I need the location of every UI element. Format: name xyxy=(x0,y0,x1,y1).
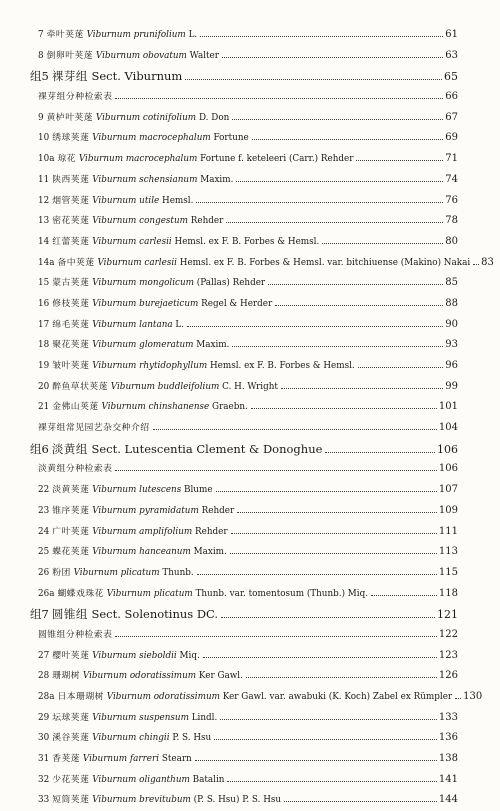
toc-entry-text xyxy=(38,749,192,770)
dot-leader xyxy=(214,739,437,740)
chinese-name: 淡黄荚蒾 xyxy=(52,485,90,496)
toc-entry-text xyxy=(38,790,281,811)
dot-leader xyxy=(185,79,442,80)
entry-number: 23 xyxy=(38,505,50,516)
dot-leader xyxy=(281,388,443,389)
toc-entry[interactable] xyxy=(30,273,458,294)
entry-number: 26 xyxy=(38,567,50,578)
authority: Stearn xyxy=(161,754,192,765)
page-number: 118 xyxy=(438,587,458,599)
scientific-name: Viburnum amplifolium xyxy=(92,526,193,537)
toc-entry-text xyxy=(38,666,243,687)
dot-leader xyxy=(252,139,444,140)
chinese-name: 烟管荚蒾 xyxy=(52,195,90,206)
toc-entry[interactable] xyxy=(30,232,458,253)
toc-entry-text xyxy=(38,584,368,605)
scientific-name: Viburnum chingii xyxy=(92,733,170,744)
toc-entry[interactable] xyxy=(30,687,483,708)
toc-entry-text xyxy=(38,563,194,584)
dot-leader xyxy=(153,429,437,430)
authority: (P. S. Hsu) P. S. Hsu xyxy=(193,795,282,806)
chinese-name: 淡黄组分种检索表 xyxy=(38,464,113,475)
toc-entry[interactable] xyxy=(30,253,494,274)
chinese-name: 蝴蝶戏珠花 xyxy=(57,588,104,599)
page-number: 85 xyxy=(445,277,458,289)
authority: Batalin xyxy=(192,774,225,785)
page-number: 107 xyxy=(438,484,458,496)
scientific-name: Viburnum obovatum xyxy=(95,50,187,61)
dot-leader xyxy=(473,264,479,265)
page-number: 113 xyxy=(438,546,458,558)
page-number: 104 xyxy=(438,422,458,434)
entry-number: 14 xyxy=(38,236,50,247)
scientific-name: Viburnum oliganthum xyxy=(92,774,190,785)
page-number: 126 xyxy=(438,670,458,682)
authority: Fortune xyxy=(213,133,249,144)
toc-entry-text xyxy=(30,604,218,625)
dot-leader xyxy=(325,452,435,453)
authority: Hemsl. xyxy=(162,195,194,206)
scientific-name: Viburnum chinshanense xyxy=(101,402,210,413)
chinese-name: 圆锥组分种检索表 xyxy=(38,629,113,640)
toc-entry-text xyxy=(38,625,112,646)
entry-number: 20 xyxy=(38,381,50,392)
chinese-name: 黄栌叶荚蒾 xyxy=(46,112,94,123)
entry-number: 21 xyxy=(38,402,50,413)
toc-entry-text xyxy=(30,439,322,460)
page-number: 122 xyxy=(438,628,458,640)
authority: D. Don xyxy=(198,112,230,123)
toc-entry-text xyxy=(38,315,184,336)
toc-entry[interactable] xyxy=(30,646,458,667)
toc-entry-text xyxy=(38,108,229,129)
chinese-name: 绣球荚蒾 xyxy=(52,133,90,144)
dot-leader xyxy=(203,657,437,658)
page-number: 133 xyxy=(438,711,458,723)
scientific-name: Viburnum pyramidatum xyxy=(92,505,199,516)
scientific-name: Viburnum schensianum xyxy=(92,174,198,185)
chinese-name: 溪谷荚蒾 xyxy=(52,733,90,744)
chinese-name: 修枝荚蒾 xyxy=(52,298,90,309)
dot-leader xyxy=(197,574,437,575)
dot-leader xyxy=(232,346,443,347)
dot-leader xyxy=(232,119,443,120)
authority: Lindl. xyxy=(191,712,218,723)
chinese-name: 日本珊瑚树 xyxy=(57,692,104,702)
toc-entry[interactable] xyxy=(30,790,458,811)
scientific-name: Viburnum sieboldii xyxy=(92,650,177,661)
entry-number: 29 xyxy=(38,712,50,723)
toc-entry[interactable] xyxy=(30,666,458,687)
chinese-name: 蒙古荚蒾 xyxy=(52,278,90,289)
authority: Fortune f. keteleeri (Carr.) Rehder xyxy=(200,154,354,165)
toc-entry-text xyxy=(38,294,272,315)
chinese-name: 琼花 xyxy=(57,154,77,165)
dot-leader xyxy=(231,533,437,534)
page-number: 99 xyxy=(445,380,458,392)
entry-number: 24 xyxy=(38,526,50,537)
dot-leader xyxy=(358,367,444,368)
scientific-name: Viburnum prunifolium xyxy=(86,30,186,40)
toc-key-entry[interactable] xyxy=(30,418,458,439)
authority: Regel & Herder xyxy=(201,298,273,309)
authority: Ker Gawl. var. awabuki (K. Koch) Zabel ex Rümpler xyxy=(222,692,453,702)
authority: L. xyxy=(175,319,185,330)
authority: Sect. Viburnum xyxy=(91,69,183,84)
authority: Thunb. xyxy=(162,567,194,578)
page-number: 109 xyxy=(438,504,458,516)
authority: Maxim. xyxy=(196,340,230,351)
dot-leader xyxy=(275,305,443,306)
page-number: 67 xyxy=(445,111,458,123)
toc-entry-text xyxy=(38,253,470,274)
entry-number: 22 xyxy=(38,485,50,496)
page-number: 83 xyxy=(481,256,494,268)
chinese-name: 牵叶荚蒾 xyxy=(46,30,84,40)
page-number: 101 xyxy=(438,401,458,413)
dot-leader xyxy=(195,760,437,761)
chinese-name: 聚花荚蒾 xyxy=(52,340,90,351)
chinese-name: 备中荚蒾 xyxy=(57,257,95,268)
toc-entry[interactable] xyxy=(30,397,458,418)
toc-entry[interactable] xyxy=(30,728,458,749)
toc-entry[interactable] xyxy=(30,294,458,315)
chinese-name: 香荚蒾 xyxy=(52,754,81,765)
toc-entry[interactable] xyxy=(30,501,458,522)
authority: Walter xyxy=(189,50,219,61)
toc-entry-text xyxy=(30,66,182,87)
scientific-name: Viburnum macrocephalum xyxy=(78,154,198,165)
scientific-name: Viburnum mongolicum xyxy=(92,278,194,289)
page-number: 90 xyxy=(445,318,458,330)
scientific-name: Viburnum macrocephalum xyxy=(92,133,211,144)
chinese-name: 蝶花荚蒾 xyxy=(52,547,90,558)
chinese-name: 广叶荚蒾 xyxy=(52,526,90,537)
authority: Hemsl. ex F. B. Forbes & Hemsl. xyxy=(174,236,320,247)
dot-leader xyxy=(356,160,443,161)
toc-entry-text xyxy=(38,232,319,253)
toc-entry[interactable] xyxy=(30,480,458,501)
page-number: 138 xyxy=(438,753,458,765)
scientific-name: Viburnum brevitubum xyxy=(92,795,191,806)
authority: L. xyxy=(188,30,198,40)
toc-entry-text xyxy=(38,25,197,46)
page-number: 141 xyxy=(438,773,458,785)
chinese-name: 倒卵叶荚蒾 xyxy=(46,50,94,61)
scientific-name: Viburnum cotinifolium xyxy=(95,112,197,123)
entry-number: 33 xyxy=(38,795,50,806)
page-number: 106 xyxy=(438,463,458,475)
toc-entry-text xyxy=(38,459,112,480)
entry-number: 组5 xyxy=(30,69,49,84)
toc-entry[interactable] xyxy=(30,108,458,129)
dot-leader xyxy=(226,222,443,223)
toc-entry-text xyxy=(38,418,150,439)
authority: Rehder xyxy=(195,526,228,537)
toc-key-entry[interactable] xyxy=(30,87,458,108)
page-number: 123 xyxy=(438,649,458,661)
authority: Sect. Solenotinus DC. xyxy=(91,607,219,622)
toc-entry[interactable] xyxy=(30,335,458,356)
dot-leader xyxy=(222,57,443,58)
entry-number: 组7 xyxy=(30,607,49,622)
scientific-name: Viburnum utile xyxy=(92,195,160,206)
toc-key-entry[interactable] xyxy=(30,459,458,480)
chinese-name: 坛球荚蒾 xyxy=(52,712,90,723)
chinese-name: 锥序荚蒾 xyxy=(52,505,90,516)
entry-number: 27 xyxy=(38,650,50,661)
dot-leader xyxy=(196,202,443,203)
page-number: 136 xyxy=(438,732,458,744)
chinese-name: 皱叶荚蒾 xyxy=(52,361,90,371)
toc-entry[interactable] xyxy=(30,356,458,377)
table-of-contents xyxy=(30,25,494,811)
entry-number: 组6 xyxy=(30,441,49,456)
authority: P. S. Hsu xyxy=(172,733,212,744)
dot-leader xyxy=(115,470,437,471)
toc-entry-text xyxy=(38,501,234,522)
page-number: 76 xyxy=(445,194,458,206)
toc-entry-text xyxy=(38,87,112,108)
page-number: 65 xyxy=(444,70,458,84)
entry-number: 12 xyxy=(38,195,50,206)
authority: Ker Gawl. xyxy=(198,671,243,682)
scientific-name: Viburnum suspensum xyxy=(92,712,189,723)
dot-leader xyxy=(251,408,437,409)
entry-number: 31 xyxy=(38,754,50,765)
chinese-name: 少花荚蒾 xyxy=(52,774,90,785)
entry-number: 19 xyxy=(38,361,50,371)
entry-number: 10a xyxy=(38,154,55,165)
toc-entry-text xyxy=(38,480,213,501)
toc-entry-text xyxy=(38,335,229,356)
toc-entry[interactable] xyxy=(30,211,458,232)
scientific-name: Viburnum carlesii xyxy=(92,236,172,247)
toc-entry-text xyxy=(38,191,193,212)
scientific-name: Viburnum hanceanum xyxy=(92,547,191,558)
entry-number: 32 xyxy=(38,774,50,785)
scientific-name: Viburnum glomeratum xyxy=(92,340,194,351)
dot-leader xyxy=(236,181,443,182)
scientific-name: Viburnum rhytidophyllum xyxy=(92,361,208,371)
chinese-name: 红蕾荚蒾 xyxy=(52,236,90,247)
dot-leader xyxy=(115,636,437,637)
authority: Blume xyxy=(184,485,213,496)
authority: Thunb. var. tomentosum (Thunb.) Miq. xyxy=(195,588,369,599)
toc-entry[interactable] xyxy=(30,770,458,791)
page-number: 74 xyxy=(445,173,458,185)
chinese-name: 密花荚蒾 xyxy=(52,216,90,227)
entry-number: 9 xyxy=(38,112,44,123)
toc-entry-text xyxy=(38,46,219,67)
chinese-name: 绵毛荚蒾 xyxy=(52,319,90,330)
chinese-name: 裸芽组 xyxy=(51,69,88,84)
chinese-name: 圆锥组 xyxy=(51,607,88,622)
toc-entry[interactable] xyxy=(30,128,458,149)
toc-entry[interactable] xyxy=(30,315,458,336)
page-number: 88 xyxy=(445,297,458,309)
chinese-name: 短筒荚蒾 xyxy=(52,795,90,806)
dot-leader xyxy=(216,491,437,492)
scientific-name: Viburnum farreri xyxy=(82,754,160,765)
toc-section-heading[interactable] xyxy=(30,66,458,87)
chinese-name: 珊瑚树 xyxy=(52,671,81,682)
authority: Maxim. xyxy=(193,547,227,558)
toc-entry[interactable] xyxy=(30,377,458,398)
scientific-name: Viburnum congestum xyxy=(92,216,188,227)
toc-section-heading[interactable] xyxy=(30,604,458,625)
entry-number: 8 xyxy=(38,50,44,61)
toc-entry-text xyxy=(38,377,278,398)
chinese-name: 淡黄组 xyxy=(51,441,88,456)
dot-leader xyxy=(268,284,443,285)
dot-leader xyxy=(221,617,435,618)
page-number: 144 xyxy=(438,794,458,806)
toc-entry[interactable] xyxy=(30,522,458,543)
toc-entry[interactable] xyxy=(30,25,458,46)
scientific-name: Viburnum carlesii xyxy=(97,257,177,268)
toc-entry-text xyxy=(38,397,248,418)
chinese-name: 陕西荚蒾 xyxy=(52,174,90,185)
dot-leader xyxy=(322,243,443,244)
dot-leader xyxy=(115,98,443,99)
page-number: 130 xyxy=(463,691,483,702)
scientific-name: Viburnum lantana xyxy=(92,319,173,330)
toc-section-heading[interactable] xyxy=(30,439,458,460)
dot-leader xyxy=(227,781,436,782)
toc-key-entry[interactable] xyxy=(30,625,458,646)
dot-leader xyxy=(455,698,461,699)
dot-leader xyxy=(237,512,437,513)
toc-entry-text xyxy=(38,646,200,667)
toc-entry-text xyxy=(38,687,452,708)
authority: Hemsl. ex F. B. Forbes & Hemsl. var. bitchiuense (Makino) Nakai xyxy=(179,257,471,268)
chinese-name: 粉团 xyxy=(52,567,71,578)
entry-number: 28 xyxy=(38,671,50,682)
toc-entry-text xyxy=(38,149,353,170)
toc-entry-text xyxy=(38,708,217,729)
page-number: 78 xyxy=(445,215,458,227)
entry-number: 17 xyxy=(38,319,50,330)
scientific-name: Viburnum odoratissimum xyxy=(82,671,197,682)
toc-entry-text xyxy=(38,728,211,749)
chinese-name: 裸芽组常见园艺杂交种介绍 xyxy=(38,423,150,434)
scientific-name: Viburnum buddleifolium xyxy=(110,381,220,392)
entry-number: 16 xyxy=(38,298,50,309)
page-number: 115 xyxy=(438,566,458,578)
entry-number: 10 xyxy=(38,133,50,144)
authority: Graebn. xyxy=(212,402,248,413)
scientific-name: Viburnum burejaeticum xyxy=(92,298,199,309)
entry-number: 13 xyxy=(38,216,50,227)
toc-entry-text xyxy=(38,273,265,294)
entry-number: 30 xyxy=(38,733,50,744)
toc-entry-text xyxy=(38,542,227,563)
page-number: 121 xyxy=(437,608,458,622)
page-number: 63 xyxy=(445,49,458,61)
dot-leader xyxy=(246,677,437,678)
authority: Miq. xyxy=(179,650,200,661)
toc-entry[interactable] xyxy=(30,584,458,605)
toc-entry[interactable] xyxy=(30,749,458,770)
dot-leader xyxy=(371,595,437,596)
authority: C. H. Wright xyxy=(222,381,278,392)
entry-number: 28a xyxy=(38,692,55,702)
toc-entry-text xyxy=(38,522,228,543)
toc-entry[interactable] xyxy=(30,149,458,170)
toc-entry[interactable] xyxy=(30,563,458,584)
entry-number: 26a xyxy=(38,588,55,599)
chinese-name: 樱叶荚蒾 xyxy=(52,650,90,661)
page-number: 66 xyxy=(445,91,458,103)
entry-number: 11 xyxy=(38,174,50,185)
toc-entry-text xyxy=(38,356,355,377)
page-number: 96 xyxy=(445,360,458,371)
toc-entry-text xyxy=(38,170,233,191)
chinese-name: 裸芽组分种检索表 xyxy=(38,92,113,103)
page-number: 71 xyxy=(445,153,458,165)
scientific-name: Viburnum plicatum xyxy=(73,567,160,578)
page-number: 111 xyxy=(438,525,458,537)
entry-number: 15 xyxy=(38,278,50,289)
dot-leader xyxy=(187,326,443,327)
scientific-name: Viburnum lutescens xyxy=(92,485,182,496)
authority: Sect. Lutescentia Clement & Donoghue xyxy=(91,441,323,456)
chinese-name: 醉鱼草状荚蒾 xyxy=(52,381,108,392)
authority: Rehder xyxy=(190,216,224,227)
toc-entry-text xyxy=(38,211,223,232)
page-number: 106 xyxy=(437,442,458,456)
dot-leader xyxy=(284,801,437,802)
dot-leader xyxy=(220,719,437,720)
chinese-name: 金佛山荚蒾 xyxy=(52,402,99,413)
entry-number: 18 xyxy=(38,340,50,351)
authority: (Pallas) Rehder xyxy=(196,278,266,289)
toc-entry[interactable] xyxy=(30,542,458,563)
scientific-name: Viburnum plicatum xyxy=(106,588,193,599)
page-number: 69 xyxy=(445,132,458,144)
toc-entry-text xyxy=(38,128,249,149)
page-number: 61 xyxy=(445,29,458,40)
toc-entry[interactable] xyxy=(30,708,458,729)
authority: Hemsl. ex F. B. Forbes & Hemsl. xyxy=(210,361,355,371)
toc-entry[interactable] xyxy=(30,170,458,191)
dot-leader xyxy=(230,553,437,554)
page-number: 93 xyxy=(445,339,458,351)
entry-number: 14a xyxy=(38,257,55,268)
scientific-name: Viburnum odoratissimum xyxy=(106,692,220,702)
authority: Rehder xyxy=(201,505,235,516)
toc-entry[interactable] xyxy=(30,46,458,67)
entry-number: 7 xyxy=(38,30,44,40)
toc-entry-text xyxy=(38,770,224,791)
entry-number: 25 xyxy=(38,547,50,558)
authority: Maxim. xyxy=(200,174,234,185)
dot-leader xyxy=(200,36,443,37)
page-number: 80 xyxy=(445,235,458,247)
toc-entry[interactable] xyxy=(30,191,458,212)
